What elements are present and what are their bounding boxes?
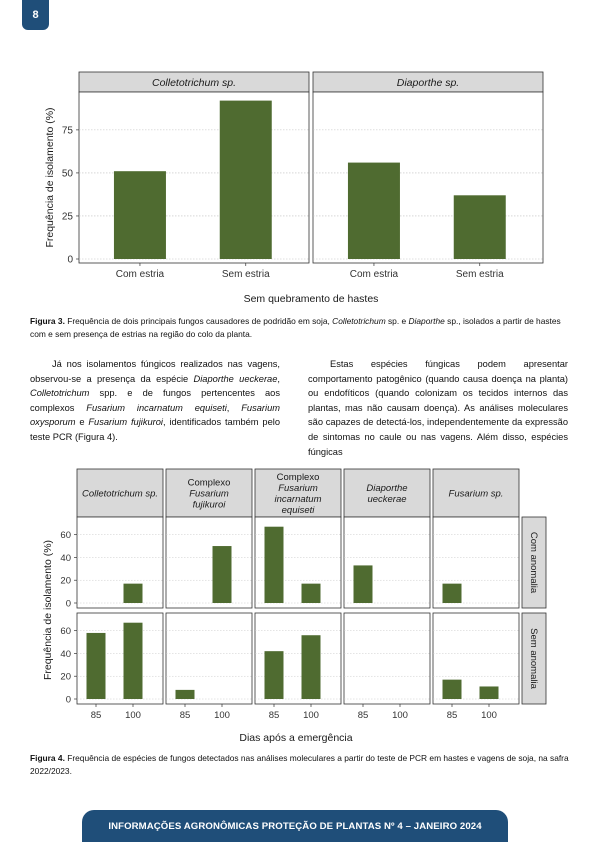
page-number: 8 (22, 0, 49, 30)
bar (124, 623, 143, 699)
x-tick-label: 85 (179, 710, 191, 721)
facet-title: Complexo (187, 477, 231, 489)
footer-banner: INFORMAÇÕES AGRONÔMICAS PROTEÇÃO DE PLANTAS Nº 4 – JANEIRO 2024 (82, 810, 508, 842)
bar (114, 171, 166, 259)
y-tick-label: 25 (61, 211, 73, 223)
y-axis-label: Frequência de isolamento (%) (42, 539, 54, 681)
figure-3-caption-em: Diaporthe (408, 316, 445, 326)
bar (213, 546, 232, 603)
plot-panel (313, 92, 543, 263)
row-title: Com anomalia (528, 531, 539, 594)
x-tick-label: Com estria (115, 269, 165, 280)
y-tick-label: 75 (61, 125, 73, 137)
x-tick-label: 100 (481, 710, 497, 721)
body-text: Já nos isolamentos fúngicos realizados nas vagens, observou-se a presença da espécie (30, 359, 280, 384)
x-tick-label: Sem estria (455, 269, 504, 280)
y-tick-label: 40 (60, 648, 71, 660)
body-text: Estas espécies fúngicas podem apresentar comportamento patogênico (quando causa doença na planta) ou endofíticos (quando colonizam os tecidos internos das plantas, mas não causam doença). As análises moleculares são capazes de detectá-los, independentemente da expressão de sintomas no caule ou nas vagens. Além disso, espécies fúngicas (308, 359, 568, 457)
y-axis-label: Frequência de isolamento (%) (44, 107, 56, 248)
y-tick-label: 0 (65, 598, 71, 610)
figure-4-caption-text: Frequência de espécies de fungos detectados nas análises moleculares a partir do teste de PCR em hastes e vagens de soja, na safra 2022/2023. (30, 753, 569, 776)
facet-title: incarnatum (274, 494, 322, 505)
bar (354, 565, 373, 603)
figure-4-caption (30, 752, 570, 777)
plot-panel (79, 92, 309, 263)
body-text: , (277, 373, 280, 384)
facet-title: Diaporthe (366, 483, 408, 494)
bar (443, 680, 462, 699)
facet-title: fujikuroi (192, 499, 226, 511)
y-tick-label: 0 (65, 694, 71, 706)
body-text: , (226, 402, 242, 413)
bar (443, 584, 462, 603)
bar (220, 101, 272, 259)
bar (302, 584, 321, 603)
body-text: , identificados também pelo teste PCR (Figura 4). (30, 417, 280, 442)
bar (265, 527, 284, 603)
facet-title: Colletotrichum sp. (81, 488, 159, 500)
plot-panel (77, 517, 163, 608)
x-tick-label: Com estria (349, 269, 399, 280)
body-text: spp. e de fungos pertencentes aos complexos (30, 388, 280, 413)
x-tick-label: 85 (357, 710, 369, 721)
y-tick-label: 50 (61, 168, 73, 180)
facet-title: Complexo (276, 472, 320, 483)
bar (176, 690, 195, 699)
bar (302, 635, 321, 699)
facet-title: Fusarium (278, 483, 318, 494)
figure-3-caption-text: sp., isolados a partir de hastes com e sem presença de estrias na região do colo da planta. (30, 316, 561, 339)
x-tick-label: 100 (125, 710, 141, 721)
x-tick-label: 100 (303, 710, 319, 721)
body-emphasis: Fusarium fujikuroi (88, 417, 163, 428)
figure-3-caption (30, 315, 570, 340)
body-column-right (308, 357, 568, 459)
figure-4-chart (0, 462, 595, 782)
x-tick-label: Sem estria (221, 269, 270, 280)
y-tick-label: 60 (60, 626, 71, 638)
x-tick-label: 85 (446, 710, 458, 721)
x-tick-label: 100 (214, 710, 230, 721)
plot-panel (344, 613, 430, 704)
bar (87, 633, 106, 699)
body-text: e (75, 417, 89, 428)
facet-title: Fusarium sp. (448, 488, 504, 500)
bar (348, 163, 400, 259)
x-axis-label: Sem quebramento de hastes (243, 293, 379, 305)
y-tick-label: 60 (60, 530, 71, 542)
body-emphasis: Fusarium oxysporum (30, 402, 280, 428)
body-emphasis: Fusarium incarnatum equiseti (86, 402, 227, 413)
facet-title: ueckerae (367, 494, 407, 505)
bar (265, 651, 284, 699)
row-title: Sem anomalia (528, 628, 539, 689)
facet-title: Diaporthe sp. (396, 77, 460, 89)
figure-3-caption-text: Frequência de dois principais fungos causadores de podridão em soja, (64, 316, 333, 326)
x-tick-label: 85 (268, 710, 280, 721)
facet-title: Fusarium (189, 488, 229, 500)
bar (454, 195, 506, 259)
y-tick-label: 20 (60, 575, 71, 587)
figure-3-caption-text: sp. e (385, 316, 409, 326)
plot-panel (166, 517, 252, 608)
x-axis-label: Dias após a emergência (239, 732, 353, 744)
y-tick-label: 40 (60, 552, 71, 564)
facet-title: Colletotrichum sp. (151, 77, 237, 89)
body-emphasis: Colletotrichum (30, 388, 90, 399)
figure-3-caption-em: Colletotrichum (332, 316, 386, 326)
y-tick-label: 20 (60, 671, 71, 683)
x-tick-label: 85 (90, 710, 102, 721)
bar (124, 584, 143, 603)
facet-title: equiseti (281, 505, 315, 516)
body-column-left (30, 357, 280, 445)
y-tick-label: 0 (67, 254, 73, 266)
bar (480, 686, 499, 699)
figure-3-caption-label: Figura 3. (30, 316, 65, 326)
body-emphasis: Diaporthe ueckerae (193, 373, 278, 384)
figure-4-caption-label: Figura 4. (30, 753, 65, 763)
x-tick-label: 100 (392, 710, 408, 721)
